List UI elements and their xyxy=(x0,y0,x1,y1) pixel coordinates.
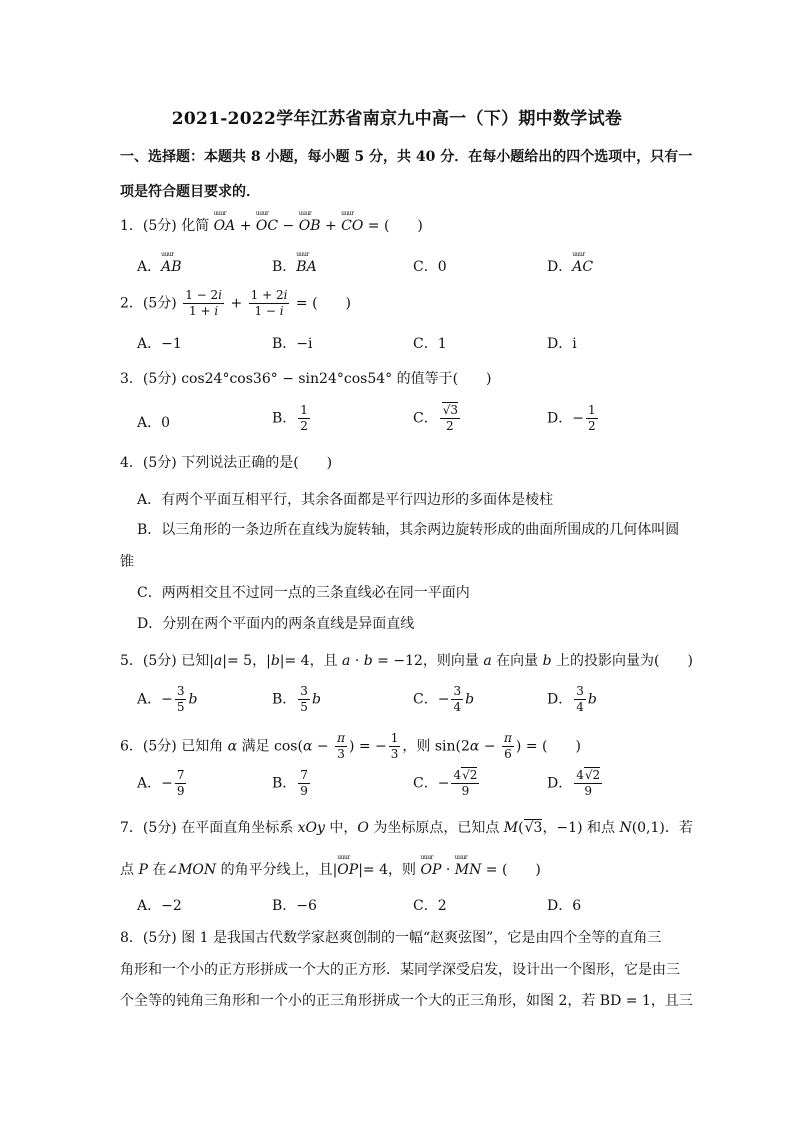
q6-option-d: D． $\frac{4√2}{9}$ xyxy=(547,768,601,798)
q4-option-d: D．分别在两个平面内的两条直线是异面直线 xyxy=(137,616,415,632)
q1-option-d: D．uuur AC xyxy=(547,256,593,276)
q7-option-d: D．6 xyxy=(547,898,582,914)
q1-option-a: A．uuur AB xyxy=(137,256,182,276)
q4-option-a: A．有两个平面互相平行，其余各面都是平行四边形的多面体是棱柱 xyxy=(137,492,554,508)
question-number: 5．(5分) xyxy=(120,653,177,669)
q5-option-d: D． $\frac{3}{4}$ b xyxy=(547,684,597,714)
q3-option-d: D．− $\frac{1}{2}$ xyxy=(547,403,596,433)
q6-option-b: B． $\frac{7}{9}$ xyxy=(272,768,308,798)
q6-option-c: C．− $\frac{4√2}{9}$ xyxy=(413,768,478,798)
question-number: 2．(5分) xyxy=(120,295,177,312)
question-1: 1．(5分) 化简 uuur OA + uuur OC − uuur OB + uuur CO = ( ) xyxy=(120,215,423,235)
question-8: 8．(5分) 图 1 是我国古代数学家赵爽创制的一幅“赵爽弦图”，它是由四个全等的直角三 xyxy=(120,930,662,946)
q2-option-a: A．−1 xyxy=(137,336,182,352)
q4-option-b: B．以三角形的一条边所在直线为旋转轴，其余两边旋转形成的曲面所围成的几何体叫圆 xyxy=(137,522,680,538)
question-5: 5．(5分) 已知|a|= 5，|b|= 4，且 a · b = −12，则向量 a 在向量 b 上的投影向量为( ) xyxy=(120,653,693,669)
question-number: 3．(5分) xyxy=(120,371,177,387)
q7-option-b: B．−6 xyxy=(272,898,317,914)
q2-option-b: B．−i xyxy=(272,336,313,352)
question-number: 8．(5分) xyxy=(120,930,177,946)
q3-option-c: C． $\frac{√3}{2}$ xyxy=(413,403,458,433)
q3-option-b: B． $\frac{1}{2}$ xyxy=(272,403,308,433)
question-6: 6．(5分) 已知角 α 满足 cos(α − $\frac{\pi}{3}$ ) = − $\frac{1}{3}$ ，则 sin(2α − $\frac{\pi}{6}$ ) = ( ) xyxy=(120,731,581,761)
q2-option-d: D．i xyxy=(547,336,577,352)
question-number: 6．(5分) xyxy=(120,738,177,755)
q6-option-a: A．− $\frac{7}{9}$ xyxy=(137,768,185,798)
section-heading: 一、选择题：本题共 8 小题，每小题 5 分，共 40 分．在每小题给出的四个选项中，只有一 xyxy=(120,149,693,165)
q4-option-b-cont: 锥 xyxy=(120,554,134,570)
q5-option-c: C．− $\frac{3}{4}$ b xyxy=(413,684,475,714)
page-title: 2021-2022学年江苏省南京九中高一（下）期中数学试卷 xyxy=(171,109,623,129)
q4-option-c: C．两两相交且不过同一点的三条直线必在同一平面内 xyxy=(137,585,470,601)
section-heading-cont: 项是符合题目要求的． xyxy=(120,184,260,200)
question-3: 3．(5分) cos24°cos36° − sin24°cos54° 的值等于( ) xyxy=(120,371,492,387)
q1-option-b: B．uuur BA xyxy=(272,256,317,276)
q1-option-c: C．0 xyxy=(413,259,447,275)
question-2: 2．(5分) $\frac{1 - 2i}{1 + i}$ + $\frac{1 + 2i}{1 - i}$ = ( ) xyxy=(120,288,351,318)
question-8-cont-1: 角形和一个小的正方形拼成一个大的正方形．某同学深受启发，设计出一个图形，它是由三 xyxy=(120,962,680,978)
q2-option-c: C．1 xyxy=(413,336,447,352)
question-number: 4．(5分) xyxy=(120,455,177,471)
question-number: 1．(5分) xyxy=(120,218,177,234)
question-7-cont: 点 P 在∠MON 的角平分线上，且|uuur OP|= 4，则 uuur OP · uuur MN = ( ) xyxy=(120,859,541,879)
question-7: 7．(5分) 在平面直角坐标系 xOy 中，O 为坐标原点，已知点 M(√3，−1) 和点 N(0,1)．若 xyxy=(120,820,693,836)
q7-option-a: A．−2 xyxy=(137,898,182,914)
q5-option-b: B． $\frac{3}{5}$ b xyxy=(272,684,321,714)
q3-option-a: A．0 xyxy=(137,415,171,431)
question-8-cont-2: 个全等的钝角三角形和一个小的正三角形拼成一个大的正三角形，如图 2，若 BD = 1，且三 xyxy=(120,993,693,1009)
q7-option-c: C．2 xyxy=(413,898,447,914)
question-4: 4．(5分) 下列说法正确的是( ) xyxy=(120,455,333,471)
question-number: 7．(5分) xyxy=(120,820,177,836)
q5-option-a: A．− $\frac{3}{5}$ b xyxy=(137,684,198,714)
